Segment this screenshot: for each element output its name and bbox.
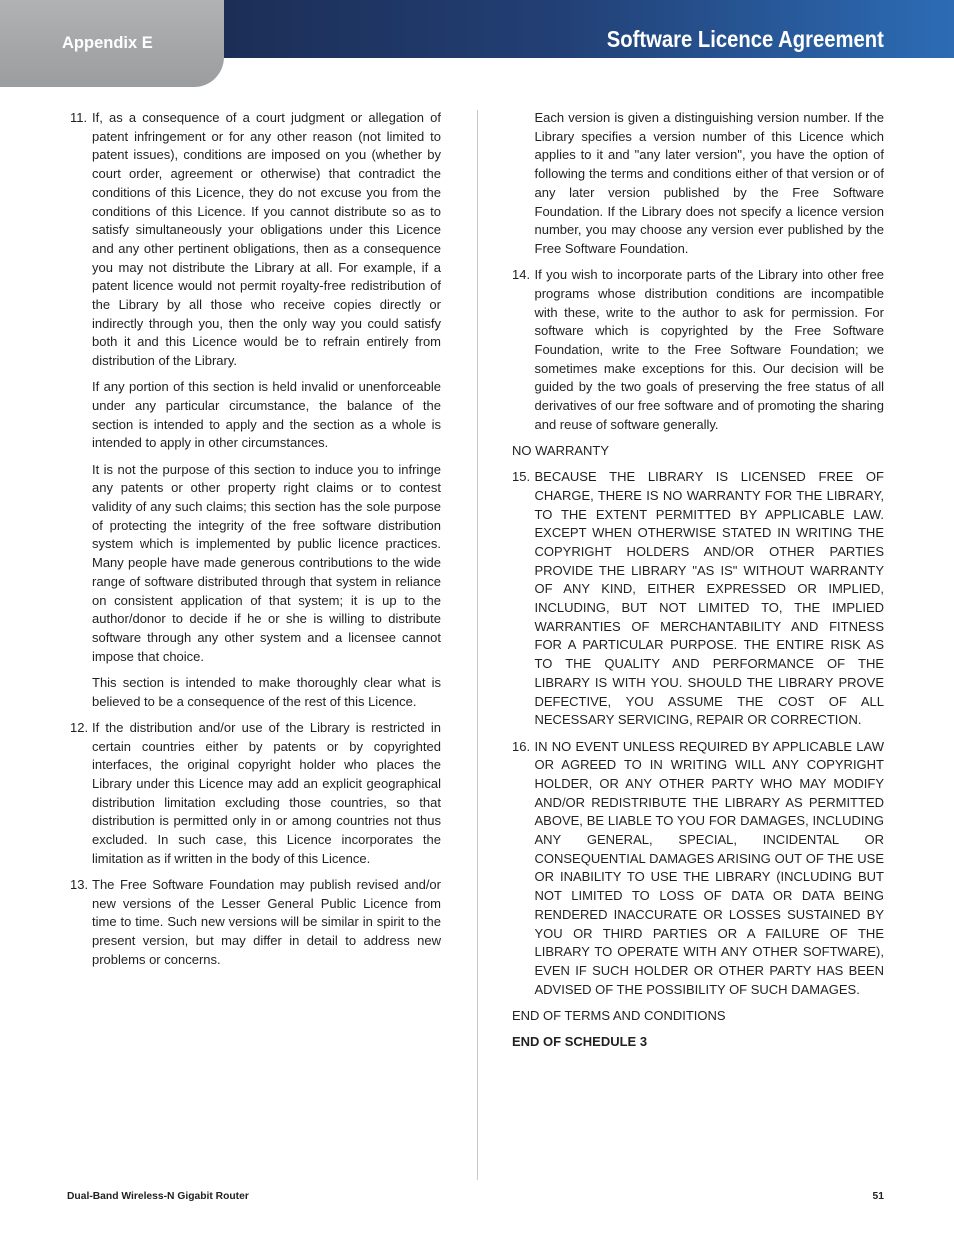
clause-paragraph: IN NO EVENT UNLESS REQUIRED BY APPLICABLE LAW OR AGREED TO IN WRITING WILL ANY COPYRIGHT HOLDER, OR ANY OTHER PARTY WHO MAY MODIFY AND/OR REDISTRIBUTE THE LIBRARY AS PERMITTED ABOVE, BE LIABLE TO YOU FOR DAMAGES, INCLUDING ANY GENERAL, SPECIAL, INCIDENTAL OR CONSEQUENTIAL DAMAGES ARISING OUT OF THE USE OR INABILITY TO USE THE LIBRARY (INCLUDING BUT NOT LIMITED TO LOSS OF DATA OR DATA BEING RENDERED INACCURATE OR LOSSES SUSTAINED BY YOU OR THIRD PARTIES OR A FAILURE OF THE LIBRARY TO OPERATE WITH ANY OTHER SOFTWARE), EVEN IF SUCH HOLDER OR OTHER PARTY HAS BEEN ADVISED OF THE POSSIBILITY OF SUCH DAMAGES. xyxy=(534,738,884,997)
clause-13 xyxy=(70,876,441,970)
clause-number: 13. xyxy=(70,876,89,892)
clause-12 xyxy=(70,719,441,869)
clause-13-continuation: Each version is given a distinguishing version number. If the Library specifies a version number of this Licence which applies to it and "any later version", you have the option of following the terms and conditions either of that version or of any later version published by the Free Software Foundation. If the Library does not specify a licence version number, you may choose any version ever published by the Free Software Foundation. xyxy=(534,110,884,256)
clause-paragraph: If you wish to incorporate parts of the Library into other free programs whose distribution conditions are incompatible with these, write to the author to ask for permission. For software which is copyrighted by the Free Software Foundation, write to the Free Software Foundation; we sometimes make exceptions for this. Our decision will be guided by the two goals of preserving the free status of all derivatives of our free software and of promoting the sharing and reuse of software generally. xyxy=(534,267,884,432)
clause-14 xyxy=(512,266,884,434)
footer-product-name: Dual-Band Wireless-N Gigabit Router xyxy=(67,1191,249,1202)
no-warranty-heading: NO WARRANTY xyxy=(512,442,610,458)
clause-paragraph: BECAUSE THE LIBRARY IS LICENSED FREE OF CHARGE, THERE IS NO WARRANTY FOR THE LIBRARY, TO THE EXTENT PERMITTED BY APPLICABLE LAW. EXCEPT WHEN OTHERWISE STATED IN WRITING THE COPYRIGHT HOLDERS AND/OR OTHER PARTIES PROVIDE THE LIBRARY "AS IS" WITHOUT WARRANTY OF ANY KIND, EITHER EXPRESSED OR IMPLIED, INCLUDING, BUT NOT LIMITED TO, THE IMPLIED WARRANTIES OF MERCHANTABILITY AND FITNESS FOR A PARTICULAR PURPOSE. THE ENTIRE RISK AS TO THE QUALITY AND PERFORMANCE OF THE LIBRARY IS WITH YOU. SHOULD THE LIBRARY PROVE DEFECTIVE, YOU ASSUME THE COST OF ALL NECESSARY SERVICING, REPAIR OR CORRECTION. xyxy=(534,469,884,728)
clause-11 xyxy=(70,109,441,711)
clause-number: 11. xyxy=(70,110,88,125)
appendix-label: Appendix E xyxy=(62,34,153,52)
clause-paragraph: If, as a consequence of a court judgment or allegation of patent infringement or for any other reason (not limited to patent issues), conditions are imposed on you (whether by court order, agreement or otherwise) that contradict the conditions of this Licence, they do not excuse you from the conditions of this Licence. If you cannot distribute so as to satisfy simultaneously your obligations under this Licence and any other pertinent obligations, then as a consequence you may not distribute the Library at all. For example, if a patent licence would not permit royalty-free redistribution of the Library by all those who receive copies directly or indirectly through you, then the only way you could satisfy both it and this Licence would be to refrain entirely from distribution of the Library. xyxy=(92,110,441,369)
clause-body xyxy=(535,468,885,730)
clause-number: 15. xyxy=(512,469,531,485)
clause-number: 14. xyxy=(512,267,531,283)
end-of-terms-text: END OF TERMS AND CONDITIONS xyxy=(512,1007,726,1023)
clause-number: 12. xyxy=(70,719,89,735)
clause-paragraph: It is not the purpose of this section to induce you to infringe any patents or other property right claims or to contest validity of any such claims; this section has the sole purpose of protecting the integrity of the free software distribution system which is implemented by public licence practices. Many people have made generous contributions to the wide range of software distributed through that system in reliance on consistent application of that system; it is up to the author/donor to decide if he or she is willing to distribute software through any other system and a licensee cannot impose that choice. xyxy=(92,461,441,664)
clause-body xyxy=(92,876,441,970)
footer-page-number: 51 xyxy=(872,1191,884,1202)
end-of-schedule-text: END OF SCHEDULE 3 xyxy=(512,1034,648,1050)
clause-16 xyxy=(512,738,884,1000)
page-title: Software Licence Agreement xyxy=(606,26,884,52)
right-column xyxy=(512,109,884,1059)
clause-body xyxy=(535,266,885,434)
left-column xyxy=(70,109,441,977)
column-divider xyxy=(477,110,478,1180)
clause-paragraph: If any portion of this section is held invalid or unenforceable under any particular circumstance, the balance of the section is intended to apply and the section as a whole is intended to apply in other circumstances. xyxy=(92,379,441,451)
clause-body xyxy=(92,109,441,711)
appendix-tab xyxy=(0,0,224,87)
clause-body xyxy=(535,738,885,1000)
clause-paragraph: This section is intended to make thoroughly clear what is believed to be a consequence of the rest of this Licence. xyxy=(92,674,441,709)
clause-15 xyxy=(512,468,884,730)
clause-paragraph: If the distribution and/or use of the Library is restricted in certain countries either by patents or by copyrighted interfaces, the original copyright holder who places the Library under this Licence may add an explicit geographical distribution limitation excluding those countries, so that distribution is permitted only in or among countries not thus excluded. In such case, this Licence incorporates the limitation as if written in the body of this Licence. xyxy=(92,719,441,866)
clause-paragraph: The Free Software Foundation may publish revised and/or new versions of the Lesser General Public Licence from time to time. Such new versions will be similar in spirit to the present version, but may differ in detail to address new problems or concerns. xyxy=(92,876,441,967)
clause-number: 16. xyxy=(512,738,531,754)
clause-body xyxy=(92,719,441,869)
